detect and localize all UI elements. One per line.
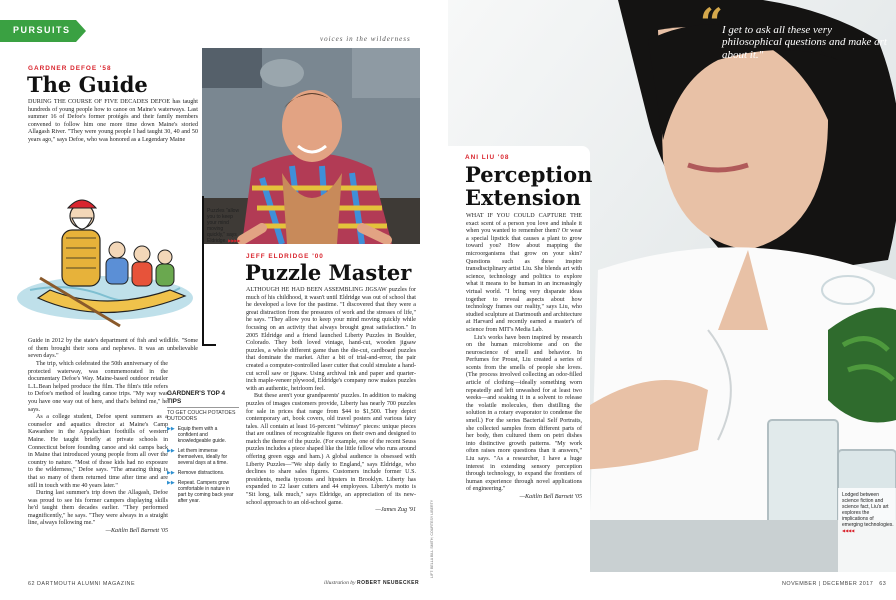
defoe-signoff: —Kaitlin Bell Barnett '05 — [105, 528, 168, 535]
running-head: voices in the wilderness — [320, 35, 411, 43]
eldridge-headline: Puzzle Master — [245, 260, 412, 285]
eldridge-kicker: JEFF ELDRIDGE '00 — [246, 253, 324, 260]
defoe-p1: Guide in 2012 by the state's department of fish and wildlife. "Some of them brought their sons and nephews. It was an unbelievable seven days." — [28, 338, 198, 360]
defoe-p4: During last summer's trip down the Allagash, Defoe was proud to see his former campers displaying skills he'd taught them decades earlier. "They performed magnificently," he says. "They were always in a straight line, always following me." — [28, 490, 168, 527]
eldridge-signoff: —James Zug '91 — [375, 507, 416, 514]
tips-list — [167, 426, 239, 504]
pull-quote: I get to ask all these very philosophical questions and make art about it." — [722, 24, 887, 61]
tip-item: ▶▶ Equip them with a confident and knowledgeable guide. — [167, 426, 227, 445]
liu-headline-1: Perception — [465, 162, 593, 187]
tip-item: ▶▶ Let them immerse themselves, ideally for several days at a time. — [167, 448, 228, 467]
tab-chevron-icon — [76, 20, 86, 42]
liu-headline-2: Extension — [465, 185, 581, 210]
quote-mark-icon: “ — [700, 0, 724, 47]
defoe-kicker: GARDNER DEFOE '58 — [28, 65, 112, 72]
tips-subtitle: TO GET COUCH POTATOES OUTDOORS — [167, 407, 239, 422]
defoe-p2: The trip, which celebrated the 50th anniversary of the protected waterway, was commemorated in the documentary Defoe's Way. Maine-based outdoor retailer L.L.Bean helped produce the film. The film's title refers to Defoe's method of leading canoe trips. "My way was you have one way out of here, and that's behind me," he says. — [28, 361, 168, 413]
illustration-credit-name: ROBERT NEUBECKER — [356, 580, 420, 586]
blue-arrow-icon: ▶▶ — [167, 426, 175, 433]
defoe-intro-text: DURING THE COURSE OF FIVE DECADES DEFOE has taught hundreds of young people how to canoe on Maine's waterways. Last summer 16 of Defoe's former protégés and their family members convened to follow him one more time down Maine's storied Allagash River. "They were young people I had taught 30, 40 and 50 years ago," says Defoe, who was honored as a Legendary Maine — [28, 99, 198, 143]
tips-title: GARDNER'S TOP 4 TIPS — [167, 390, 226, 405]
eldridge-caption — [207, 208, 241, 244]
defoe-p3: As a college student, Defoe spent summers as a counselor and aquatics director at Maine's Camp Kawanhee in the Appalachian foothills of western Maine. He taught briefly at private schools in Connecticut before founding canoe and ski camps back in Maine that introduced young people from all over the country to nature. "Most of those kids had no exposure to the wilderness," Defoe says. "The amazing thing is that so many of them returned time after time and are still in touch with me 40 years later." — [28, 414, 168, 489]
illustration-credit — [324, 580, 419, 586]
eldridge-caption-text: Puzzles "allow you to keep your mind moving quickly," says Eldridge. — [207, 208, 240, 244]
liu-body — [466, 213, 582, 502]
illustration-credit-prefix: illustration by — [324, 580, 356, 586]
liu-caption-text: Lodged between science fiction and science fact, Liu's art explores the implications of emerging technologies. — [842, 492, 894, 528]
section-tab-label: PURSUITS — [13, 25, 71, 35]
liu-p2: Liu's works have been inspired by research on the human microbiome and on the neuroscience of smell and behavior. In Perfumes for Proust, Liu created a series of scents from the smells of people she loves. (The process involved collecting an odor-filled article of clothing—ideally something worn repeatedly and left unwashed for at least two weeks—and soaking it in a solvent to release the volatile molecules, then distilling the solution in a rotary evaporator to condense the smell.) For the series Bacterial Self Portraits, she collected samples from different parts of her body, then cultured them on petri dishes into distinctive growth patterns. "My work often raises more questions than it answers," Liu says. "As a researcher, I have a huge interest in extending sensory perception through technology, to expand the frontiers of human experience through novel applications of engineering." — [466, 334, 582, 493]
red-arrows-left-icon: ◀◀◀◀ — [842, 528, 855, 533]
blue-arrow-icon: ▶▶ — [167, 480, 175, 487]
blue-arrow-icon: ▶▶ — [167, 448, 175, 455]
section-tab — [0, 20, 76, 42]
tip-item: ▶▶ Remove distractions. — [167, 470, 225, 477]
tip-item: ▶▶ Repeat. Campers grow comfortable in nature in part by coming back year after year. — [167, 480, 234, 505]
eldridge-body — [246, 287, 416, 515]
liu-p1: WHAT IF YOU COULD CAPTURE THE exact scent of a person you love and inhale it when you wanted to remember them? Or wear a special lipstick that causes a plant to grow toward you? How about mapping the microorganisms that grow on your skin? Questions such as these inspire transdisciplinary artist Liu. She blends art with science, technology and politics to explore what it means to be human in an increasingly virtual world. "I bring very disparate ideas together to reveal aspects about how technology frames our reality," says Liu, who studied sculpture at Dartmouth and architecture at Harvard and recently earned a master's of science from MIT's Media Lab. — [466, 213, 582, 333]
blue-arrow-icon: ▶▶ — [167, 470, 175, 477]
defoe-col1 — [28, 338, 198, 361]
left-folio: 62 DARTMOUTH ALUMNI MAGAZINE — [28, 581, 136, 587]
defoe-intro — [28, 99, 198, 145]
tips-box — [167, 390, 239, 508]
eldridge-p2: But these aren't your grandparents' puzzles. In addition to making puzzles of images customers provide, Liberty has nearly 700 puzzles for sale in prices that range from $44 to $1,500. They depict contemporary art, book covers, old travel posters and various fairy tales. All contain at least 16-percent "whimsy" pieces: unique pieces that are outlines of recognizable figures on their own and designed to match the theme of the puzzle. (For example, one of the recent Seuss puzzles includes a piece shaped like the little fellow who runs around offering green eggs and ham.) A global audience is obsessed with Liberty Puzzles—"We ship daily to England," says Eldridge, who declines to share sales figures. Customers include former U.S. presidents, media tycoons and hipsters in Brooklyn. Liberty has expanded to 22 laser cutters and 44 employees. Liberty's motto is "Sit long, talk much," says Eldridge, an appreciation of its new-school approach to an old-school game. — [246, 393, 416, 506]
liu-caption — [842, 492, 894, 534]
liu-kicker: ANI LIU '08 — [465, 154, 510, 161]
right-folio: NOVEMBER | DECEMBER 2017 63 — [782, 581, 887, 587]
photo-credit: LIFT: BELLA BILL SMITH; COURTESY LIBERTY — [430, 499, 434, 578]
canoe-illustration — [10, 178, 200, 336]
liu-signoff: —Kaitlin Bell Barnett '05 — [519, 493, 582, 500]
defoe-headline: The Guide — [27, 72, 148, 97]
red-arrows-icon: ▶▶▶▶ — [228, 238, 241, 243]
defoe-col1-narrow — [28, 361, 168, 536]
photo-frame-left — [202, 196, 204, 346]
eldridge-p1: ALTHOUGH HE HAD BEEN ASSEMBLING JIGSAW puzzles for much of his childhood, it wasn't until Eldridge was out of school that he developed a love for the pastime. "I discovered that they were a great distraction from the pressures of work and the stresses of life," he says. "They allow you to keep your mind moving quickly while focusing on an activity that always brought great satisfaction." In 2005 Eldridge and a friend launched Liberty Puzzles in Boulder, Colorado. They both loved vintage, hand-cut, wooden jigsaw puzzles, a whole different game than the die-cut, cardboard puzzles that dominate the market. After a bit of trial-and-error, the pair created a computer-controlled laser cutter that could simulate a hand-cut scroll saw or jigsaw. Using archival ink and paper and quarter-inch maple-veneer plywood, Eldridge's company now makes puzzles with an authentic, heirloom feel. — [246, 287, 416, 392]
photo-frame-bottom — [202, 344, 216, 346]
